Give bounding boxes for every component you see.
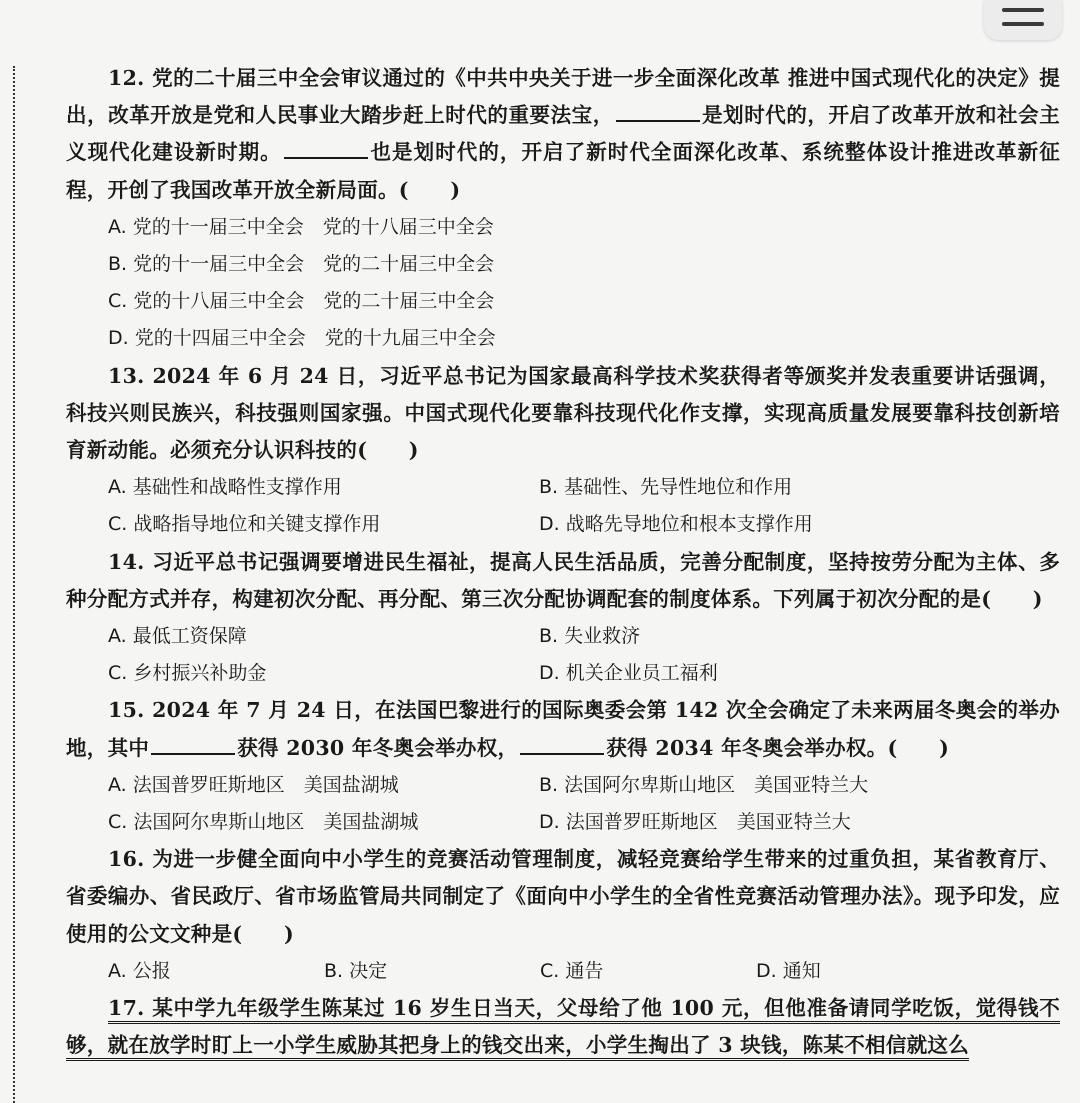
option-c: C. 党的十八届三中全会 党的二十届三中全会 xyxy=(108,290,495,313)
answer-blank xyxy=(616,102,700,122)
option-d: D. 机关企业员工福利 xyxy=(539,662,718,685)
question-13 xyxy=(66,358,1060,544)
question-16 xyxy=(66,841,1060,990)
option-a: A. 党的十一届三中全会 党的十八届三中全会 xyxy=(108,215,494,238)
answer-blank xyxy=(520,735,604,755)
option-row xyxy=(66,506,1060,543)
option-a: A. 最低工资保障 xyxy=(108,625,247,648)
question-stem: 16. 为进一步健全面向中小学生的竞赛活动管理制度，减轻竞赛给学生带来的过重负担，某省教育厅、省委编办、省民政厅、省市场监管局共同制定了《面向中小学生的全省性竞赛活动管理办法》。现予印发，应使用的公文文种是( ) xyxy=(66,847,1060,946)
option-b: B. 党的十一届三中全会 党的二十届三中全会 xyxy=(108,253,495,276)
option-d: D. 通知 xyxy=(756,959,821,982)
option-a: A. 基础性和战略性支撑作用 xyxy=(108,476,342,499)
question-17 xyxy=(66,990,1060,1064)
question-stem: 14. 习近平总书记强调要增进民生福祉，提高人民生活品质，完善分配制度，坚持按劳分配为主体、多种分配方式并存，构建初次分配、再分配、第三次分配协调配套的制度体系。下列属于初次分配的是( ) xyxy=(66,549,1060,611)
question-stem: 15. 2024 年 7 月 24 日，在法国巴黎进行的国际奥委会第 142 次全会确定了未来两届冬奥会的举办地，其中 获得 2030 年冬奥会举办权， 获得 2034 年冬奥会举办权。( ) xyxy=(66,698,1060,760)
answer-blank xyxy=(151,735,235,755)
option-c: C. 战略指导地位和关键支撑作用 xyxy=(108,513,381,536)
option-c: C. 通告 xyxy=(540,959,604,982)
question-stem: 12. 党的二十届三中全会审议通过的《中共中央关于进一步全面深化改革 推进中国式现代化的决定》提出，改革开放是党和人民事业大踏步赶上时代的重要法宝， 是划时代的，开启了改革开放和社会主义现代化建设新时期。 也是划时代的，开启了新时代全面深化改革、系统整体设计推进改革新征程，开创了我国改革开放全新局面。( ) xyxy=(66,66,1060,202)
question-14 xyxy=(66,544,1060,693)
option-b: B. 失业救济 xyxy=(539,625,641,648)
option-row xyxy=(66,618,1060,655)
option-a: A. 法国普罗旺斯地区 美国盐湖城 xyxy=(108,773,399,796)
option-d: D. 党的十四届三中全会 党的十九届三中全会 xyxy=(108,327,496,350)
question-12 xyxy=(66,60,1060,358)
option-c: C. 法国阿尔卑斯山地区 美国盐湖城 xyxy=(108,811,419,834)
option-b: B. 基础性、先导性地位和作用 xyxy=(539,476,793,499)
question-15 xyxy=(66,692,1060,841)
question-stem: 17. 某中学九年级学生陈某过 16 岁生日当天，父母给了他 100 元，但他准备请同学吃饭，觉得钱不够，就在放学时盯上一小学生威胁其把身上的钱交出来，小学生掏出了 3 块钱，陈某不相信就这么 xyxy=(66,996,1060,1058)
option-b: B. 决定 xyxy=(324,959,388,982)
option-row xyxy=(66,804,1060,841)
option-d: D. 战略先导地位和根本支撑作用 xyxy=(539,513,813,536)
option-b: B. 法国阿尔卑斯山地区 美国亚特兰大 xyxy=(539,773,869,796)
option-row xyxy=(66,767,1060,804)
binding-margin-line xyxy=(13,66,15,1103)
menu-icon[interactable] xyxy=(984,0,1062,40)
option-row xyxy=(66,655,1060,692)
question-stem: 13. 2024 年 6 月 24 日，习近平总书记为国家最高科学技术奖获得者等颁奖并发表重要讲话强调，科技兴则民族兴，科技强则国家强。中国式现代化要靠科技现代化作支撑，实现高质量发展要靠科技创新培育新动能。必须充分认识科技的( ) xyxy=(66,363,1060,463)
option-c: C. 乡村振兴补助金 xyxy=(108,662,267,685)
option-row xyxy=(66,469,1060,506)
option-row xyxy=(66,953,1060,990)
question-list xyxy=(66,60,1060,1064)
option-d: D. 法国普罗旺斯地区 美国亚特兰大 xyxy=(539,811,851,834)
option-a: A. 公报 xyxy=(108,959,171,982)
answer-blank xyxy=(284,139,368,159)
